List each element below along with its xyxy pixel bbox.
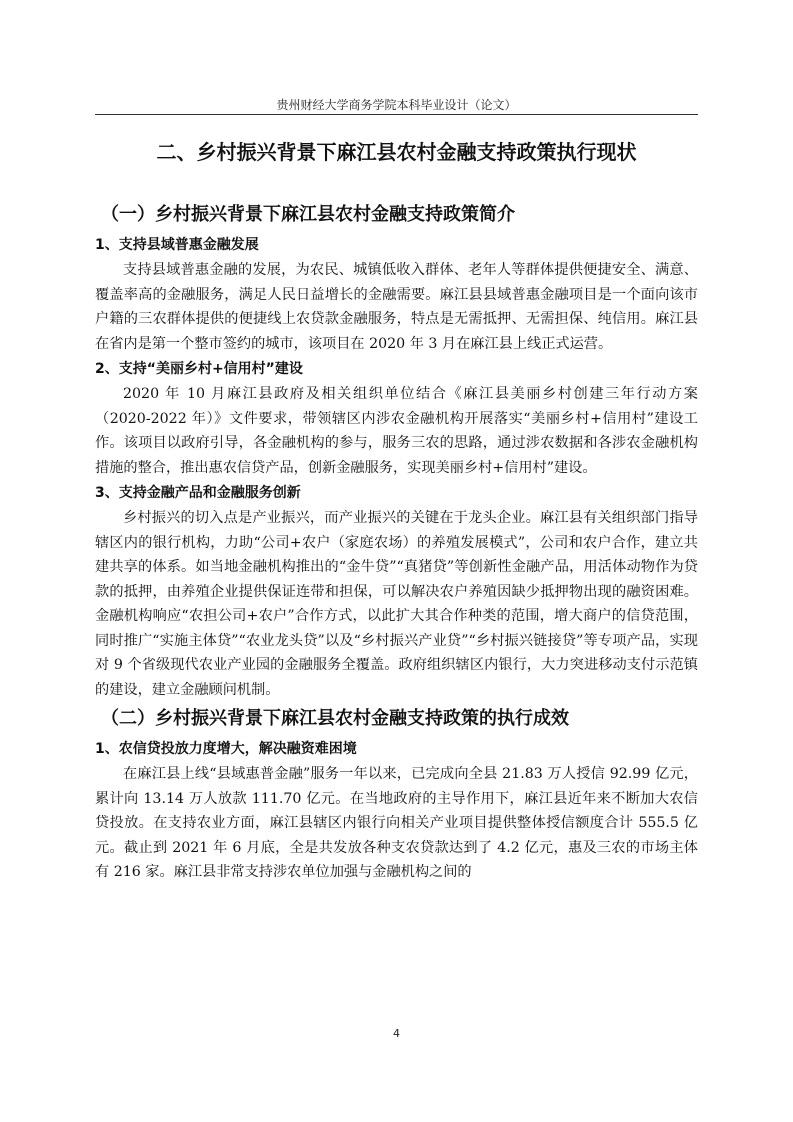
paragraph-1-2: 2020 年 10 月麻江县政府及相关组织单位结合《麻江县美丽乡村创建三年行动方案（2020-2022 年）》文件要求，带领辖区内涉农金融机构开展落实“美丽乡村+信用村”建设工作。该项目以政府引导，各金融机构的参与，服务三农的思路，通过涉农数据和各涉农金融机构措施的整合，推出惠农信贷产品，创新金融服务，实现美丽乡村+信用村”建设。 <box>95 386 698 476</box>
subsection-title-2-1: 1、农信贷投放力度增大，解决融资难困境 <box>95 741 357 757</box>
paragraph-2-1: 在麻江县上线“县域惠普金融”服务一年以来，已完成向全县 21.83 万人授信 92.99 亿元，累计向 13.14 万人放款 111.70 亿元。在当地政府的主导作用下，麻江县近年来不断加大农信贷投放。在支持农业方面，麻江县辖区内银行向相关产业项目提供整体授信额度合计 555.5 亿元。截止到 2021 年 6 月底，全是共发放各种支农贷款达到了 4.2 亿元，惠及三农的市场主体有 216 家。麻江县非常支持涉农单位加强与金融机构之间的 <box>95 766 698 880</box>
running-header: 贵州财经大学商务学院本科毕业设计（论文） <box>276 98 517 112</box>
subsection-title-1-1: 1、支持县域普惠金融发展 <box>95 237 259 253</box>
paragraph-1-3: 乡村振兴的切入点是产业振兴，而产业振兴的关键在于龙头企业。麻江县有关组织部门指导辖区内的银行机构，力助“公司+农户（家庭农场）的养殖发展模式”，公司和农户合作，建立共建共享的体系。如当地金融机构推出的“金牛贷”“真猪贷”等创新性金融产品，用活体动物作为贷款的抵押，由养殖企业提供保证连带和担保，可以解决农户养殖因缺少抵押物出现的融资困难。金融机构响应“农担公司+农户”合作方式，以此扩大其合作种类的范围，增大商户的信贷范围，同时推广“实施主体贷”“农业龙头贷”以及“乡村振兴产业贷”“乡村振兴链接贷”等专项产品，实现对 9 个省级现代农业产业园的金融服务全覆盖。政府组织辖区内银行，大力突进移动支付示范镇的建设，建立金融顾问机制。 <box>95 510 698 698</box>
section-title-1: （一）乡村振兴背景下麻江县农村金融支持政策简介 <box>101 204 515 225</box>
paragraph-1-1: 支持县域普惠金融的发展，为农民、城镇低收入群体、老年人等群体提供便捷安全、满意、覆盖率高的金融服务，满足人民日益增长的金融需要。麻江县县域普惠金融项目是一个面向该市户籍的三农群体提供的便捷线上农贷款金融服务，特点是无需抵押、无需担保、纯信用。麻江县在省内是第一个整市签约的城市，该项目在 2020 年 3 月在麻江县上线正式运营。 <box>95 262 698 352</box>
subsection-title-1-3: 3、支持金融产品和金融服务创新 <box>95 485 301 501</box>
header-rule <box>95 114 698 115</box>
subsection-title-1-2: 2、支持“美丽乡村+信用村”建设 <box>95 361 303 377</box>
section-title-2: （二）乡村振兴背景下麻江县农村金融支持政策的执行成效 <box>101 708 569 729</box>
page-content <box>95 138 698 885</box>
chapter-title: 二、乡村振兴背景下麻江县农村金融支持政策执行现状 <box>156 140 637 164</box>
page-number: 4 <box>393 1027 400 1040</box>
